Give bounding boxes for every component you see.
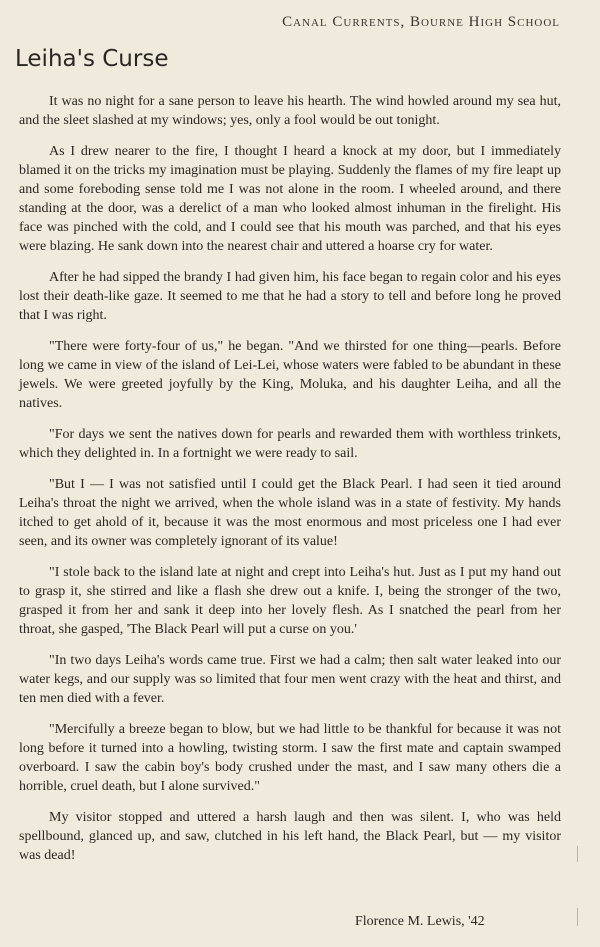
story-paragraph: It was no night for a sane person to leave his hearth. The wind howled around my sea hut, and the sleet slashed at my windows; yes, only a fool would be out tonight.	[19, 94, 561, 128]
margin-mark	[577, 908, 578, 926]
story-paragraph: "There were forty-four of us," he began. "And we thirsted for one thing—pearls. Before long we came in view of the island of Lei-Lei, whose waters were fabled to be abundant in these jewels. We were greeted joyfully by the King, Moluka, and his daughter Leiha, and all the natives.	[19, 339, 561, 411]
story-paragraph: "For days we sent the natives down for pearls and rewarded them with worthless trinkets, which they delighted in. In a fortnight we were ready to sail.	[19, 427, 561, 461]
story-paragraph: "But I — I was not satisfied until I could get the Black Pearl. I had seen it tied around Leiha's throat the night we arrived, when the whole island was in a state of festivity. My hands itched to get ahold of it, because it was the most enormous and most priceless one I had ever seen, and its owner was completely ignorant of its value!	[19, 477, 561, 549]
margin-mark	[577, 846, 578, 862]
story-paragraph: As I drew nearer to the fire, I thought I heard a knock at my door, but I immediately blamed it on the tricks my imagination must be playing. Suddenly the flames of my fire leapt up and some foreboding sense told me I was not alone in the room. I wheeled around, and there standing at the door, was a derelict of a man who looked almost inhuman in the firelight. His face was pinched with the cold, and I could see that his mouth was parched, and that his eyes were blazing. He sank down into the nearest chair and uttered a hoarse cry for water.	[19, 144, 561, 254]
story-paragraph: "In two days Leiha's words came true. First we had a calm; then salt water leaked into our water kegs, and our supply was so limited that four men went crazy with the heat and thirst, and ten men died with a fever.	[19, 653, 561, 706]
story-paragraph: After he had sipped the brandy I had given him, his face began to regain color and his eyes lost their death-like gaze. It seemed to me that he had a story to tell and before long he proved that I was right.	[19, 270, 561, 323]
story-paragraph: "Mercifully a breeze began to blow, but we had little to be thankful for because it was not long before it turned into a howling, twisting storm. I saw the first mate and captain swamped overboard. I saw the cabin boy's body crushed under the mast, and I saw many others die a horrible, cruel death, but I alone survived."	[19, 722, 561, 794]
article-title: Leiha's Curse	[15, 46, 169, 72]
author-byline: Florence M. Lewis, '42	[355, 914, 485, 929]
story-body	[19, 92, 561, 877]
story-paragraph: My visitor stopped and uttered a harsh laugh and then was silent. I, who was held spellbound, glanced up, and saw, clutched in his left hand, the Black Pearl, but — my visitor was dead!	[19, 810, 561, 863]
story-paragraph: "I stole back to the island late at night and crept into Leiha's hut. Just as I put my hand out to grasp it, she stirred and like a flash she drew out a knife. I, being the stronger of the two, grasped it from her and sank it deep into her lovely flesh. As I snatched the pearl from her throat, she gasped, 'The Black Pearl will put a curse on you.'	[19, 565, 561, 637]
running-header: Canal Currents, Bourne High School	[282, 14, 560, 30]
